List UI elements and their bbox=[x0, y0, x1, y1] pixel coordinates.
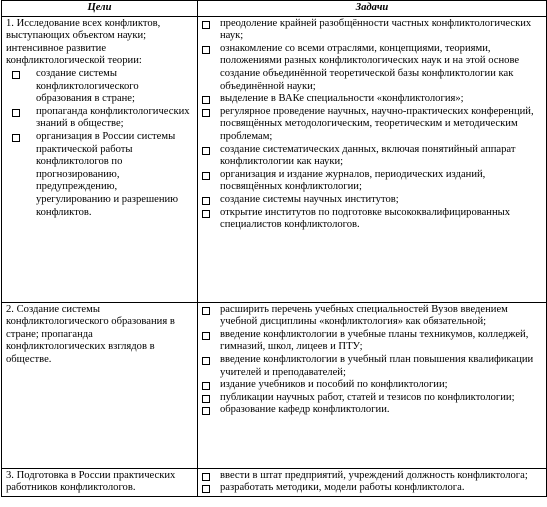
checkbox-square-icon bbox=[12, 134, 20, 142]
task-list bbox=[202, 18, 543, 232]
list-item bbox=[6, 106, 194, 131]
list-item bbox=[202, 482, 543, 495]
list-item bbox=[202, 379, 543, 392]
list-item-text: расширить перечень учебных специальностей Вузов введением учебной дисциплины «конфликтология» как обязательной; bbox=[220, 303, 508, 328]
goals-header: Цели bbox=[2, 1, 198, 17]
list-item bbox=[6, 68, 194, 106]
list-item-text: издание учебников и пособий по конфликтологии; bbox=[220, 379, 448, 391]
checkbox-square-icon bbox=[202, 307, 210, 315]
checkbox-square-icon bbox=[12, 71, 20, 79]
checkbox-square-icon bbox=[202, 197, 210, 205]
list-item-text: создание системы научных институтов; bbox=[220, 193, 399, 205]
checkbox-square-icon bbox=[202, 46, 210, 54]
checkbox-square-icon bbox=[202, 172, 210, 180]
list-item-text: введение конфликтологии в учебный план повышения квалификации учителей и преподавателей; bbox=[220, 353, 534, 378]
list-item-text: ввести в штат предприятий, учреждений должность конфликтолога; bbox=[220, 469, 528, 481]
list-item bbox=[6, 131, 194, 219]
task-cell bbox=[198, 302, 547, 468]
checkbox-square-icon bbox=[202, 21, 210, 29]
goals-tasks-table bbox=[1, 0, 547, 497]
task-list bbox=[202, 470, 543, 495]
list-item-text: открытие институтов по подготовке высококвалифицированных специалистов конфликтологов. bbox=[220, 206, 511, 231]
list-item bbox=[202, 144, 543, 169]
list-item-text: ознакомление со всеми отраслями, концепциями, теориями, положениями разных конфликтологических наук и на этой основе создание объединённой теоретической базы конфликтологии как объединённой науки; bbox=[220, 42, 520, 92]
list-item bbox=[202, 93, 543, 106]
checkbox-square-icon bbox=[202, 395, 210, 403]
checkbox-square-icon bbox=[202, 473, 210, 481]
task-cell bbox=[198, 468, 547, 496]
list-item-text: публикации научных работ, статей и тезисов по конфликтологии; bbox=[220, 391, 515, 403]
list-item bbox=[202, 354, 543, 379]
list-item-text: организация в России системы практической работы конфликтологов по прогнозированию, предупреждению, урегулированию и разрешению конфликтов. bbox=[36, 130, 179, 218]
checkbox-square-icon bbox=[12, 109, 20, 117]
table-row bbox=[2, 468, 547, 496]
list-item-text: выделение в ВАКе специальности «конфликтология»; bbox=[220, 93, 464, 105]
goal-text: 1. Исследование всех конфликтов, выступающих объектом науки; интенсивное развитие конфликтологической теории: bbox=[6, 17, 161, 67]
list-item bbox=[202, 470, 543, 483]
goal-list bbox=[6, 68, 194, 219]
goal-cell bbox=[2, 302, 198, 468]
list-item bbox=[202, 18, 543, 43]
checkbox-square-icon bbox=[202, 485, 210, 493]
checkbox-square-icon bbox=[202, 109, 210, 117]
list-item-text: создание системы конфликтологического образования в стране; bbox=[36, 67, 139, 105]
list-item-text: пропаганда конфликтологических знаний в обществе; bbox=[36, 105, 190, 130]
table-row bbox=[2, 302, 547, 468]
list-item bbox=[202, 194, 543, 207]
goal-text: 2. Создание системы конфликтологического образования в стране; пропаганда конфликтологических взглядов в обществе. bbox=[6, 303, 175, 365]
list-item bbox=[202, 169, 543, 194]
list-item bbox=[202, 207, 543, 232]
list-item-text: организация и издание журналов, периодических изданий, посвящённых конфликтологии; bbox=[220, 168, 486, 193]
list-item-text: образование кафедр конфликтологии. bbox=[220, 404, 390, 416]
checkbox-square-icon bbox=[202, 332, 210, 340]
list-item bbox=[202, 404, 543, 417]
list-item bbox=[202, 304, 543, 329]
list-item-text: разработать методики, модели работы конфликтолога. bbox=[220, 482, 465, 494]
checkbox-square-icon bbox=[202, 407, 210, 415]
list-item bbox=[202, 106, 543, 144]
goal-text: 3. Подготовка в России практических работников конфликтологов. bbox=[6, 469, 176, 494]
task-cell bbox=[198, 16, 547, 302]
checkbox-square-icon bbox=[202, 210, 210, 218]
list-item bbox=[202, 43, 543, 93]
list-item bbox=[202, 392, 543, 405]
task-list bbox=[202, 304, 543, 417]
list-item bbox=[202, 329, 543, 354]
table-row bbox=[2, 16, 547, 302]
tasks-header: Задачи bbox=[198, 1, 547, 17]
checkbox-square-icon bbox=[202, 357, 210, 365]
list-item-text: регулярное проведение научных, научно-практических конференций, посвящённых методологическим, теоретическим и методическим проблемам; bbox=[220, 105, 534, 142]
checkbox-square-icon bbox=[202, 382, 210, 390]
goal-cell bbox=[2, 468, 198, 496]
checkbox-square-icon bbox=[202, 147, 210, 155]
header-row bbox=[2, 1, 547, 17]
goal-cell bbox=[2, 16, 198, 302]
list-item-text: введение конфликтологии в учебные планы техникумов, колледжей, гимназий, школ, лицеев и ПТУ; bbox=[220, 328, 529, 353]
list-item-text: преодоление крайней разобщённости частных конфликтологических наук; bbox=[220, 17, 532, 42]
checkbox-square-icon bbox=[202, 96, 210, 104]
list-item-text: создание систематических данных, включая понятийный аппарат конфликтологии как науки; bbox=[220, 143, 516, 168]
